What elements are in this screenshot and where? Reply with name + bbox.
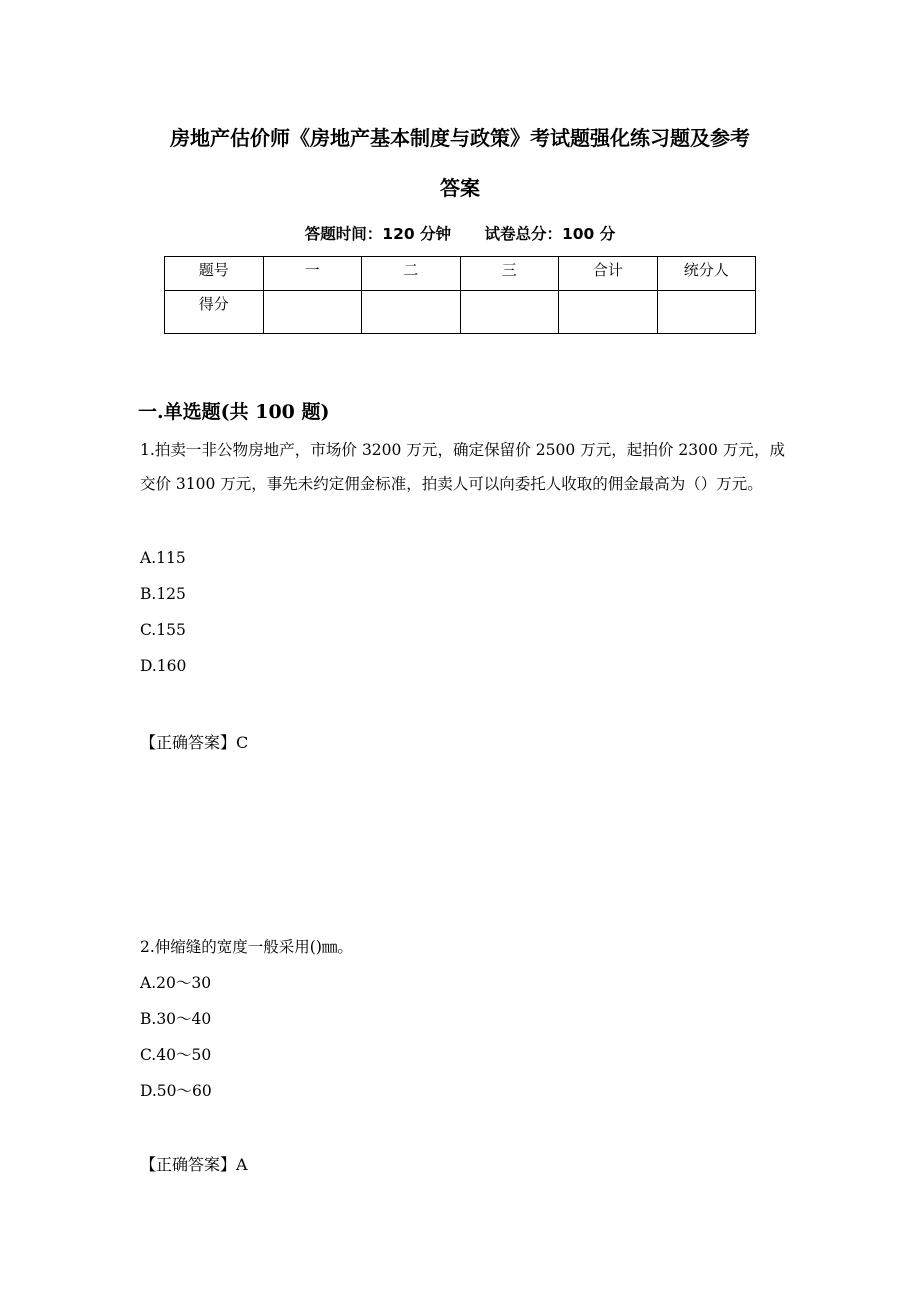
header-cell: 三 <box>460 257 559 291</box>
question-stem: 2.伸缩缝的宽度一般采用()㎜。 <box>140 938 353 956</box>
score-cell <box>362 291 461 334</box>
correct-answer: 【正确答案】A <box>140 1155 248 1174</box>
question-option: C.155 <box>140 621 186 639</box>
document-title-line2: 答案 <box>440 176 480 200</box>
question-option: D.160 <box>140 657 187 675</box>
question-stem: 1.拍卖一非公物房地产，市场价 3200 万元，确定保留价 2500 万元，起拍价 2300 万元，成交价 3100 万元，事先未约定佣金标准，拍卖人可以向委托人收取的佣金最高为（）万元。 <box>140 441 785 493</box>
score-table-score-row <box>165 291 756 334</box>
score-row-label: 得分 <box>165 291 264 334</box>
exam-info <box>0 222 920 244</box>
question-option: A.20～30 <box>140 974 212 992</box>
correct-answer: 【正确答案】C <box>140 733 249 752</box>
question-option: A.115 <box>140 549 186 567</box>
section-heading: 一.单选题(共 100 题) <box>138 401 330 423</box>
header-cell: 一 <box>263 257 362 291</box>
score-cell <box>263 291 362 334</box>
score-cell <box>460 291 559 334</box>
question-option: B.30～40 <box>140 1010 212 1028</box>
total-score: 试卷总分：100 分 <box>484 225 616 243</box>
exam-time: 答题时间：120 分钟 <box>304 225 452 243</box>
question-option: D.50～60 <box>140 1082 212 1100</box>
score-cell <box>559 291 658 334</box>
score-table <box>164 256 756 334</box>
header-cell: 合计 <box>559 257 658 291</box>
question-option: B.125 <box>140 585 186 603</box>
score-cell <box>657 291 756 334</box>
document-title-line1: 房地产估价师《房地产基本制度与政策》考试题强化练习题及参考 <box>170 126 750 150</box>
header-cell: 二 <box>362 257 461 291</box>
header-cell: 统分人 <box>657 257 756 291</box>
question-option: C.40～50 <box>140 1046 212 1064</box>
score-table-header-row <box>165 257 756 291</box>
header-cell: 题号 <box>165 257 264 291</box>
